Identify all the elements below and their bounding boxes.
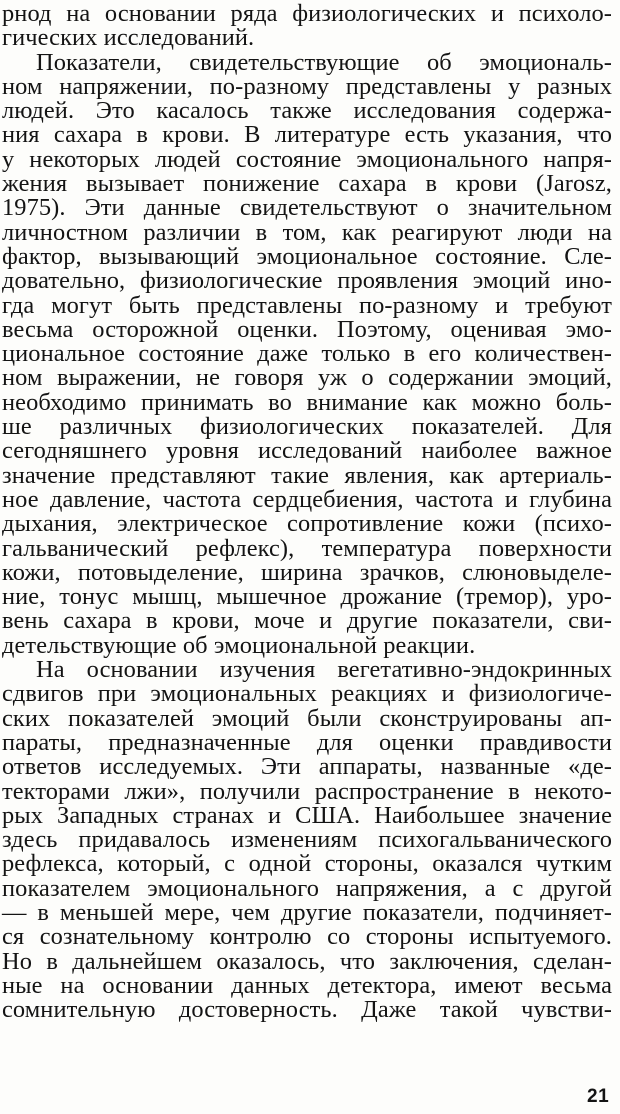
text-line: вень сахара в крови, моче и другие показатели, сви- bbox=[2, 607, 612, 635]
text-line: рефлекса, который, с одной стороны, оказался чутким bbox=[2, 850, 612, 878]
text-line: ном выражении, не говоря уж о содержании эмоций, bbox=[2, 364, 612, 392]
text-line: здесь придавалось изменениям психогальванического bbox=[2, 826, 612, 854]
text-line: ние, тонус мышц, мышечное дрожание (тремор), уро- bbox=[2, 583, 612, 611]
text-line: ских показателей эмоций были сконструированы ап- bbox=[2, 704, 612, 732]
text-line: ные на основании данных детектора, имеют весьма bbox=[2, 971, 612, 999]
text-line: — в меньшей мере, чем другие показатели, подчиняет- bbox=[2, 898, 612, 926]
text-line: личностном различии в том, как реагируют люди на bbox=[2, 218, 612, 246]
body-text bbox=[2, 2, 612, 1022]
text-line: весьма осторожной оценки. Поэтому, оценивая эмо- bbox=[2, 315, 612, 343]
text-line: гда могут быть представлены по-разному и требуют bbox=[2, 291, 612, 319]
text-line: гальванический рефлекс), температура поверхности bbox=[2, 534, 612, 562]
text-line: детельствующие об эмоциональной реакции. bbox=[2, 631, 476, 659]
text-line: рых Западных странах и США. Наибольшее значение bbox=[2, 801, 612, 829]
text-line: текторами лжи», получили распространение в некото- bbox=[2, 777, 612, 805]
text-line: ном напряжении, по-разному представлены у разных bbox=[2, 72, 612, 100]
text-line: кожи, потовыделение, ширина зрачков, слюновыделе- bbox=[2, 558, 612, 586]
text-line: циональное состояние даже только в его количествен- bbox=[2, 340, 612, 368]
text-line: ше различных физиологических показателей. Для bbox=[2, 413, 612, 441]
text-line: ответов исследуемых. Эти аппараты, названные «де- bbox=[2, 753, 612, 781]
text-line: людей. Это касалось также исследования содержа- bbox=[2, 97, 612, 125]
text-line: Но в дальнейшем оказалось, что заключения, сделан- bbox=[2, 947, 612, 975]
text-line: показателем эмоционального напряжения, а с другой bbox=[2, 874, 612, 902]
text-line: дыхания, электрическое сопротивление кожи (психо- bbox=[2, 510, 612, 538]
text-line: необходимо принимать во внимание как можно боль- bbox=[2, 388, 612, 416]
text-line: рнод на основании ряда физиологических и психоло- bbox=[2, 0, 612, 27]
text-line: 1975). Эти данные свидетельствуют о значительном bbox=[2, 194, 612, 222]
text-line: жения вызывает понижение сахара в крови (Jarosz, bbox=[2, 170, 612, 198]
page-number: 21 bbox=[587, 1086, 610, 1107]
text-line: гических исследований. bbox=[2, 24, 255, 52]
text-line: ния сахара в крови. В литературе есть указания, что bbox=[2, 121, 612, 149]
text-line: довательно, физиологические проявления эмоций ино- bbox=[2, 267, 612, 295]
text-line: Показатели, свидетельствующие об эмоциональ- bbox=[36, 48, 612, 76]
text-line: сомнительную достоверность. Даже такой чувстви- bbox=[2, 996, 612, 1024]
text-line: сегодняшнего уровня исследований наиболее важное bbox=[2, 437, 612, 465]
text-line: сдвигов при эмоциональных реакциях и физиологиче- bbox=[2, 680, 612, 708]
text-line: параты, предназначенные для оценки правдивости bbox=[2, 728, 612, 756]
text-line: фактор, вызывающий эмоциональное состояние. Сле- bbox=[2, 242, 612, 270]
text-line: у некоторых людей состояние эмоционального напря- bbox=[2, 145, 612, 173]
text-line: ся сознательному контролю со стороны испытуемого. bbox=[2, 923, 612, 951]
text-line: На основании изучения вегетативно-эндокринных bbox=[36, 656, 612, 684]
text-line: ное давление, частота сердцебиения, частота и глубина bbox=[2, 485, 612, 513]
text-line: значение представляют такие явления, как артериаль- bbox=[2, 461, 612, 489]
